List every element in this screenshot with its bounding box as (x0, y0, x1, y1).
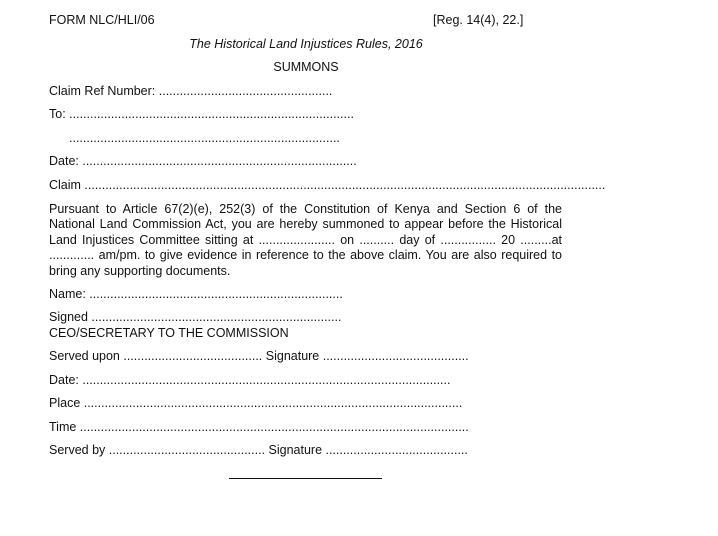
document-title: SUMMONS (273, 60, 339, 74)
time-field: Time ................................................................................................................ (49, 420, 469, 434)
issuing-authority: CEO/SECRETARY TO THE COMMISSION (49, 326, 289, 340)
summons-paragraph: Pursuant to Article 67(2)(e), 252(3) of the Constitution of Kenya and Section 6 of the National Land Commission Act, you are hereby summoned to appear before the Historical Land Injustices Committee sitting at ...................... on .......... day of ................ 20 .........at ............. am/pm. to give evidence in reference to the above claim. You are also required to bring any supporting documents. (49, 202, 562, 278)
regulation-reference: [Reg. 14(4), 22.] (433, 13, 524, 27)
form-code: FORM NLC/HLI/06 (49, 13, 155, 27)
claim-field: Claim ...................................................................................................................................................... (49, 178, 606, 192)
place-field: Place ............................................................................................................. (49, 396, 463, 410)
closing-divider (229, 478, 382, 479)
signed-field: Signed ........................................................................ (49, 310, 342, 324)
served-upon-field: Served upon ........................................ Signature .......................................... (49, 349, 469, 363)
claim-ref-field: Claim Ref Number: .................................................. (49, 84, 333, 98)
service-date-field: Date: .......................................................................................................... (49, 373, 451, 387)
rules-title: The Historical Land Injustices Rules, 2016 (189, 37, 423, 51)
to-field: To: .................................................................................. (49, 107, 354, 121)
served-by-field: Served by ............................................. Signature ......................................... (49, 443, 468, 457)
date-field: Date: ............................................................................... (49, 154, 357, 168)
name-field: Name: ......................................................................... (49, 287, 343, 301)
to-field-continuation: .............................................................................. (69, 131, 340, 145)
